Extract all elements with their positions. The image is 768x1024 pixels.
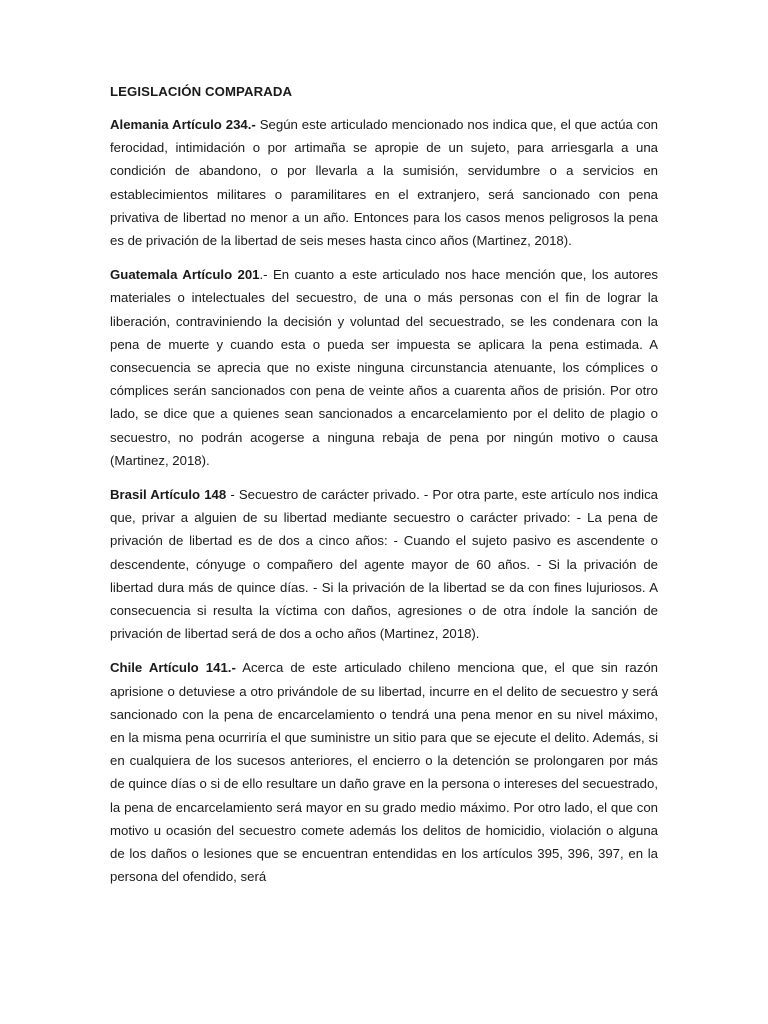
paragraph-heading: Guatemala Artículo 201	[110, 267, 260, 283]
paragraph-guatemala	[110, 263, 658, 472]
paragraph-heading: Brasil Artículo 148	[110, 487, 227, 503]
document-page	[110, 82, 658, 900]
paragraph-heading: Alemania Artículo 234.-	[110, 117, 256, 132]
paragraph-chile	[110, 656, 658, 888]
paragraph-text: Acerca de este articulado chileno menciona que, el que sin razón aprisione o detuviese a otro privándole de su libertad, incurre en el delito de secuestro y será sancionado con la pena de encarcelamiento o tendrá una pena menor en su nivel máximo, en la misma pena ocurriría el que suministre un sitio para que se ejecute el delito. Además, si en cualquiera de los sucesos anteriores, el encierro o la detención se prolongaren por más de quince días o si de ello resultare un daño grave en la persona o intereses del secuestrado, la pena de encarcelamiento será mayor en su grado medio máximo. Por otro lado, el que con motivo u ocasión del secuestro comete además los delitos de homicidio, violación o alguna de los daños o lesiones que se encuentran entendidas en los artículos 395, 396, 397, en la persona del ofendido, será	[110, 660, 658, 885]
paragraph-alemania	[110, 113, 658, 252]
paragraph-text: Según este articulado mencionado nos indica que, el que actúa con ferocidad, intimidación o por artimaña se apropie de un sujeto, para arriesgarla a una condición de abandono, o por llevarla a la sumisión, servidumbre o a servicios en establecimientos militares o paramilitares en el extranjero, será sancionado con pena privativa de libertad no menor a un año. Entonces para los casos menos peligrosos la pena es de privación de la libertad de seis meses hasta cinco años (Martinez, 2018).	[110, 117, 658, 249]
paragraph-brasil	[110, 483, 658, 645]
document-title: LEGISLACIÓN COMPARADA	[110, 84, 293, 99]
paragraph-text: .- En cuanto a este articulado nos hace mención que, los autores materiales o intelectuales del secuestro, de una o más personas con el fin de lograr la liberación, contraviniendo la decisión y voluntad del secuestrado, se les condenara con la pena de muerte y cuando esta o pueda ser impuesta se aplicara la pena estimada. A consecuencia se aprecia que no existe ninguna circunstancia atenuante, los cómplices o cómplices serán sancionados con pena de veinte años a cuarenta años de prisión. Por otro lado, se dice que a quienes sean sancionados a encarcelamiento por el delito de plagio o secuestro, no podrán acogerse a ninguna rebaja de pena por ningún motivo o causa (Martinez, 2018).	[110, 267, 659, 468]
paragraph-text: - Secuestro de carácter privado. - Por otra parte, este artículo nos indica que, privar a alguien de su libertad mediante secuestro o carácter privado: - La pena de privación de libertad es de dos a cinco años: - Cuando el sujeto pasivo es ascendente o descendente, cónyuge o compañero del agente mayor de 60 años. - Si la privación de libertad dura más de quince días. - Si la privación de la libertad se da con fines lujuriosos. A consecuencia si resulta la víctima con daños, agresiones o de otra índole la sanción de privación de libertad será de dos a ocho años (Martinez, 2018).	[110, 487, 658, 642]
paragraph-heading: Chile Artículo 141.-	[110, 660, 236, 676]
